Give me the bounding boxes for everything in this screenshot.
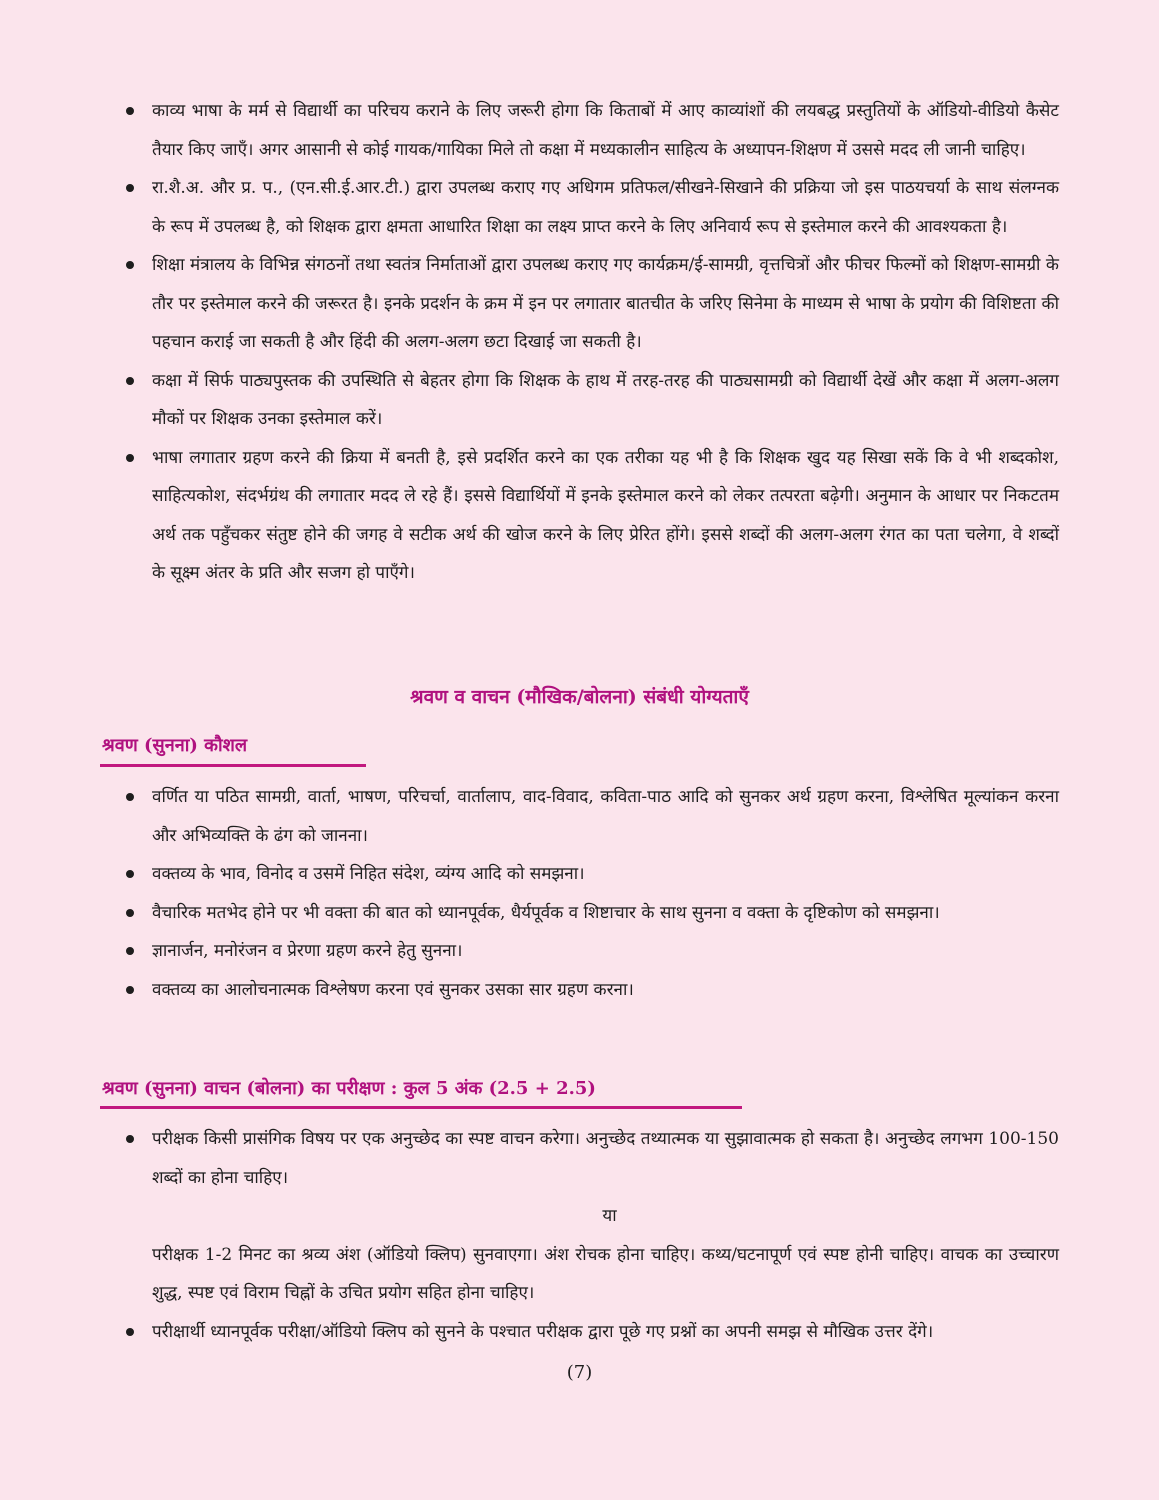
- list-item: परीक्षार्थी ध्यानपूर्वक परीक्षा/ऑडियो क्लिप को सुनने के पश्चात परीक्षक द्वारा पूछे गए प्रश्नों का अपनी समझ से मौखिक उत्तर देंगे।: [0, 1313, 1159, 1352]
- test-heading: श्रवण (सुनना) वाचन (बोलना) का परीक्षण : कुल 5 अंक (2.5 + 2.5): [102, 1078, 596, 1099]
- list-item: ज्ञानार्जन, मनोरंजन व प्रेरणा ग्रहण करने हेतु सुनना।: [0, 932, 1159, 971]
- or-divider: या: [602, 1206, 617, 1226]
- list-item: कक्षा में सिर्फ पाठ्यपुस्तक की उपस्थिति से बेहतर होगा कि शिक्षक के हाथ में तरह-तरह की पाठ्यसामग्री को विद्यार्थी देखें और कक्षा में अलग-अलग मौकों पर शिक्षक उनका इस्तेमाल करें।: [0, 362, 1159, 439]
- list-item: वैचारिक मतभेद होने पर भी वक्ता की बात को ध्यानपूर्वक, धैर्यपूर्वक व शिष्टाचार के साथ सुनना व वक्ता के दृष्टिकोण को समझना।: [0, 894, 1159, 933]
- bullet-icon: [126, 1135, 134, 1143]
- listening-skill-heading: श्रवण (सुनना) कौशल: [102, 735, 248, 756]
- bullet-icon: [126, 909, 134, 917]
- bullet-icon: [126, 454, 134, 462]
- list-item: भाषा लगातार ग्रहण करने की क्रिया में बनती है, इसे प्रदर्शित करने का एक तरीका यह भी है कि शिक्षक खुद यह सिखा सकें कि वे भी शब्दकोश, साहित्यकोश, संदर्भग्रंथ की लगातार मदद ले रहे हैं। इससे विद्यार्थियों में इनके इस्तेमाल करने को लेकर तत्परता बढ़ेगी। अनुमान के आधार पर निकटतम अर्थ तक पहुँचकर संतुष्ट होने की जगह वे सटीक अर्थ की खोज करने के लिए प्रेरित होंगे। इससे शब्दों की अलग-अलग रंगत का पता चलेगा, वे शब्दों के सूक्ष्म अंतर के प्रति और सजग हो पाएँगे।: [0, 439, 1159, 593]
- list-item: वर्णित या पठित सामग्री, वार्ता, भाषण, परिचर्चा, वार्तालाप, वाद-विवाद, कविता-पाठ आदि को सुनकर अर्थ ग्रहण करना, विश्लेषित मूल्यांकन करना और अभिव्यक्ति के ढंग को जानना।: [0, 778, 1159, 855]
- section-title: श्रवण व वाचन (मौखिक/बोलना) संबंधी योग्यताएँ: [410, 686, 749, 708]
- bullet-icon: [126, 947, 134, 955]
- bullet-icon: [126, 870, 134, 878]
- bullet-icon: [126, 986, 134, 994]
- bullet-icon: [126, 793, 134, 801]
- list-item: परीक्षक किसी प्रासंगिक विषय पर एक अनुच्छेद का स्पष्ट वाचन करेगा। अनुच्छेद तथ्यात्मक या सुझावात्मक हो सकता है। अनुच्छेद लगभग 100-150 शब्दों का होना चाहिए।: [0, 1120, 1159, 1197]
- bullet-icon: [126, 377, 134, 385]
- list-item: वक्तव्य का आलोचनात्मक विश्लेषण करना एवं सुनकर उसका सार ग्रहण करना।: [0, 971, 1159, 1010]
- audio-clip-paragraph: परीक्षक 1-2 मिनट का श्रव्य अंश (ऑडियो क्लिप) सुनवाएगा। अंश रोचक होना चाहिए। कथ्य/घटनापूर्ण एवं स्पष्ट होनी चाहिए। वाचक का उच्चारण शुद्ध, स्पष्ट एवं विराम चिह्नों के उचित प्रयोग सहित होना चाहिए।: [152, 1244, 1059, 1303]
- heading-underline: [100, 1106, 742, 1109]
- heading-underline: [100, 764, 366, 767]
- bullet-icon: [126, 184, 134, 192]
- teaching-guidelines-list: [0, 92, 1159, 593]
- list-item: शिक्षा मंत्रालय के विभिन्न संगठनों तथा स्वतंत्र निर्माताओं द्वारा उपलब्ध कराए गए कार्यक्रम/ई-सामग्री, वृत्तचित्रों और फीचर फिल्मों को शिक्षण-सामग्री के तौर पर इस्तेमाल करने की जरूरत है। इनके प्रदर्शन के क्रम में इन पर लगातार बातचीत के जरिए सिनेमा के माध्यम से भाषा के प्रयोग की विशिष्टता की पहचान कराई जा सकती है और हिंदी की अलग-अलग छटा दिखाई जा सकती है।: [0, 246, 1159, 362]
- list-item: काव्य भाषा के मर्म से विद्यार्थी का परिचय कराने के लिए जरूरी होगा कि किताबों में आए काव्यांशों की लयबद्ध प्रस्तुतियों के ऑडियो-वीडियो कैसेट तैयार किए जाएँ। अगर आसानी से कोई गायक/गायिका मिले तो कक्षा में मध्यकालीन साहित्य के अध्यापन-शिक्षण में उससे मदद ली जानी चाहिए।: [0, 92, 1159, 169]
- list-item: वक्तव्य के भाव, विनोद व उसमें निहित संदेश, व्यंग्य आदि को समझना।: [0, 855, 1159, 894]
- bullet-icon: [126, 107, 134, 115]
- list-item: रा.शै.अ. और प्र. प., (एन.सी.ई.आर.टी.) द्वारा उपलब्ध कराए गए अधिगम प्रतिफल/सीखने-सिखाने की प्रक्रिया जो इस पाठयचर्या के साथ संलग्नक के रूप में उपलब्ध है, को शिक्षक द्वारा क्षमता आधारित शिक्षा का लक्ष्य प्राप्त करने के लिए अनिवार्य रूप से इस्तेमाल करने की आवश्यकता है।: [0, 169, 1159, 246]
- bullet-icon: [126, 261, 134, 269]
- bullet-icon: [126, 1328, 134, 1336]
- listening-skills-list: [0, 778, 1159, 1009]
- test-section: [0, 1120, 1159, 1351]
- page-number: (7): [566, 1362, 593, 1383]
